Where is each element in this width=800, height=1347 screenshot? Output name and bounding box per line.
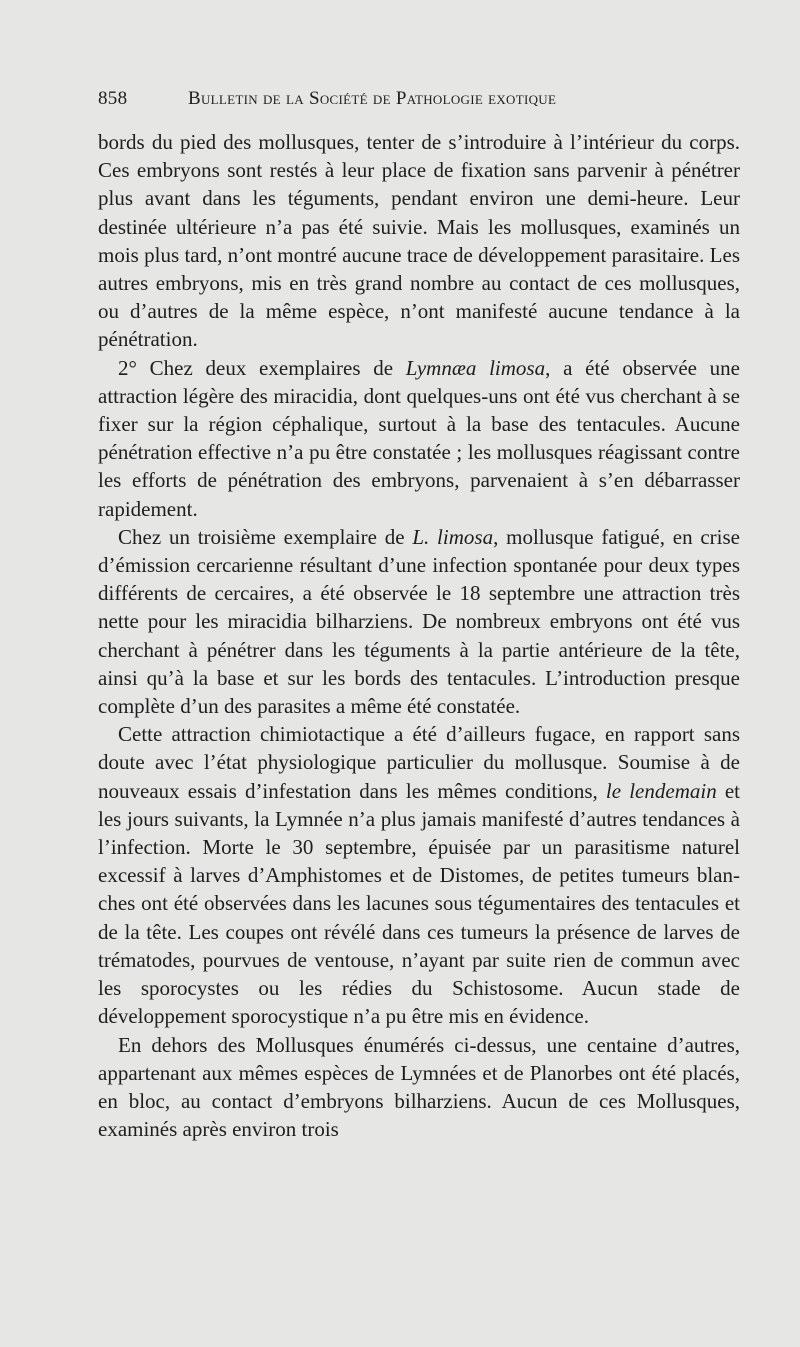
text-segment: Cette attraction chimiotactique a été d’ailleurs fugace, en rapport sans doute avec l’état physiologique particulier du mollusque. Soumise à de nouveaux essais d’infestation dans les mêmes conditions, — [98, 722, 740, 803]
species-name: L. limosa — [412, 524, 494, 549]
paragraph — [98, 354, 740, 523]
text-segment: et les jours suivants, la Lymnée n’a plus jamais manifesté d’autres tendances à l’infection. Morte le 30 septembre, épuisée par un parasitisme naturel excessif à larves d’Amphistomes et de Distomes, de petites tumeurs blanches ont été observées dans les lacunes sous tégumentaires des tentacules et de la tête. Les coupes ont révélé dans ces tumeurs la présence de larves de trématodes, pourvues de ventouse, n’ayant par suite rien de commun avec les sporocystes ou les rédies du Schistosome. Aucun stade de développement sporocystique n’a pu être mis en évidence. — [98, 778, 741, 1029]
page-header — [98, 88, 738, 116]
text-segment: , a été observée une attraction légère des miracidia, dont quelques-uns ont été vus cherchant à se fixer sur la région céphalique, surtout à la base des tentacules. Aucune pénétration effective n’a pu être constatée ; les mollusques réagissant contre les efforts de pénétration des embryons, parvenaient à s’en débarrasser rapidement. — [98, 355, 741, 521]
species-name: Lymnæa limosa — [405, 355, 546, 380]
text-segment: En dehors des Mollusques énumérés ci-dessus, une centaine d’autres, appartenant aux mêmes espèces de Lymnées et de Planorbes ont été placés, en bloc, au contact d’embryons bilharziens. Aucun de ces Mollusques, examinés après environ trois — [98, 1032, 740, 1142]
paragraph — [98, 128, 740, 354]
page-number: 858 — [98, 88, 128, 109]
running-title: Bulletin de la Société de Pathologie exotique — [188, 88, 557, 109]
paragraph — [98, 720, 740, 1030]
paragraph — [98, 1031, 740, 1144]
text-segment: bords du pied des mollusques, tenter de s’introduire à l’intérieur du corps. Ces embryons sont restés à leur place de fixation sans parvenir à pénétrer plus avant dans les téguments, pendant environ une demi-heure. Leur destinée ultérieure n’a pas été suivie. Mais les mollusques, examinés un mois plus tard, n’ont montré aucune trace de développement parasitaire. Les autres embryons, mis en très grand nombre au contact de ces mollusques, ou d’autres de la même espèce, n’ont manifesté aucune tendance à la pénétration. — [98, 130, 740, 352]
text-segment: 2° Chez deux exemplaires de — [118, 355, 406, 380]
paragraph — [98, 523, 740, 720]
text-segment: , mollusque fatigué, en crise d’émission cercarienne résultant d’une infection spontanée pour deux types différents de cercaires, a été observée le 18 septembre une attraction très nette pour les miracidia bilharziens. De nombreux embryons ont été vus cherchant à pénétrer dans les téguments à la partie antérieure de la tête, ainsi qu’à la base et sur les bords des tentacules. L’introduction presque complète d’un des parasites a même été constatée. — [98, 524, 740, 719]
text-segment: Chez un troisième exemplaire de — [118, 524, 413, 549]
body-text — [98, 128, 740, 1143]
emphasis: le lendemain — [605, 778, 717, 803]
